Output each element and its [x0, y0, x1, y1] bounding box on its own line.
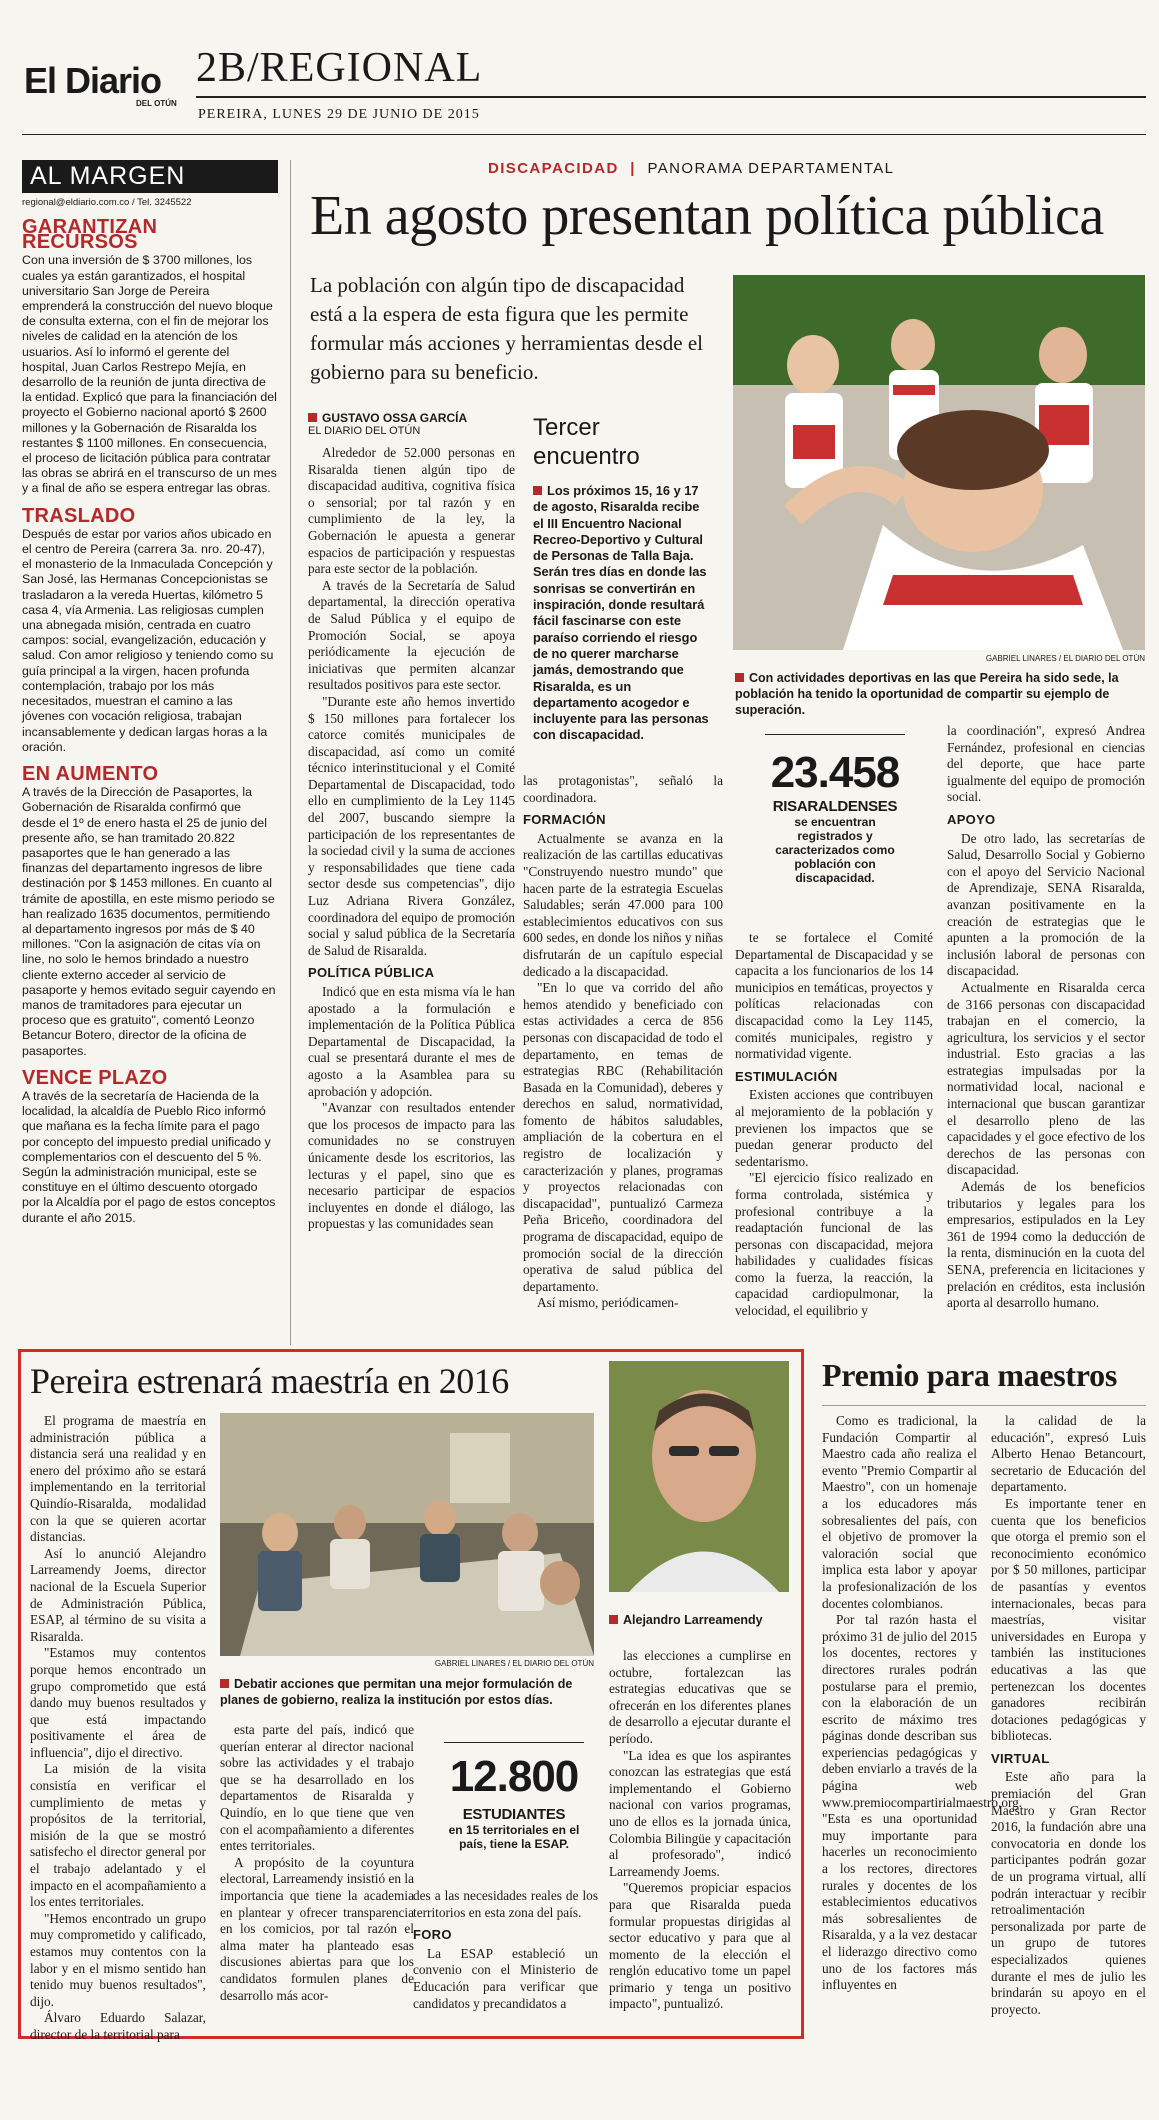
paragraph: la calidad de la educación", expresó Luis Alberto Henao Betancourt, secretario de Educación del departamento.: [991, 1413, 1146, 1495]
paragraph: "La idea es que los aspirantes conozcan las estrategias que está implementando el Gobierno nacional con varios programas, uno de ellos es la jornada única, Colombia Bilingüe y capacitación al profesorado", indicó Larreamendy Joems.: [609, 1747, 791, 1879]
maestria-column-2: [220, 1722, 414, 2004]
subhead: FORMACIÓN: [523, 812, 606, 828]
al-margen-item-body: Con una inversión de $ 3700 millones, los cuales ya están garantizados, el hospital universitario San Jorge de Pereira emprenderá la construcción del nuevo bloque de consulta externa, con el fin de mejorar los niveles de calidad en la atención de los usuarios. Así lo informó el gerente del hospital, Juan Carlos Restrepo Mejía, en desarrollo de la reunión de junta directiva de la entidad. Explicó que para la financiación del proyecto el Gobierno nacional aportó $ 2600 millones y la Gobernación de Risaralda los restantes $ 1100 millones. En consecuencia, el proceso de licitación pública para contratar las obras se abrirá en el transcurso de un mes y a final de año se espera entregar las obras.: [22, 253, 277, 496]
meeting-photo: [220, 1413, 594, 1656]
masthead-bottom-rule: [22, 134, 1146, 135]
maestria-headline: Pereira estrenará maestría en 2016: [30, 1361, 509, 1401]
main-photo: [733, 275, 1145, 650]
kicker-separator: |: [630, 160, 636, 177]
byline-org: EL DIARIO DEL OTÚN: [308, 425, 421, 437]
main-byline-block: [308, 411, 518, 437]
paragraph: des a las necesidades reales de los territorios en esta zona del país.: [413, 1888, 598, 1920]
main-photo-caption: Con actividades deportivas en las que Pereira ha sido sede, la población ha tenido la oportunidad de compartir su ejemplo de superación.: [735, 671, 1119, 717]
paragraph: Actualmente se avanza en la realización de las cartillas educativas "Construyendo nuestro mundo" que hacen parte de la estrategia Escuelas Saludables; serán 47.000 para 100 establecimientos educativos con sus 600 sedes, en donde los niños y niñas disfrutarán de un capítulo especial dedicado a la discapacidad.: [523, 830, 723, 979]
logo-subtitle: DEL OTÚN: [136, 99, 177, 108]
column-divider: [290, 160, 291, 1345]
kicker-subtitle: PANORAMA DEPARTAMENTAL: [647, 160, 895, 177]
paragraph: "Durante este año hemos invertido $ 150 millones para fortalecer los catorce comités municipales de discapacidad, así como un comité técnico interinstitucional y el Comité Departamental de Discapacidad, todo ello en cumplimiento de la Ley 1145 del 2007, buscando siempre la participación de los representantes de la sociedad civil y la suma de acciones y responsabilidades que tiene cada sector desde sus competencias", dijo Luz Adriana Rivera González, coordinadora del equipo de promoción social y salud pública de la Secretaría de Salud de Risaralda.: [308, 693, 515, 958]
al-margen-items: [22, 216, 278, 1226]
paragraph: De otro lado, las secretarías de Salud, Desarrollo Social y Gobierno con el apoyo del Servicio Nacional de Aprendizaje, SENA Risaralda, avanzan positivamente en la creación de estrategias que le apunten a la promoción de la inclusión laboral de personas con discapacidad.: [947, 830, 1145, 979]
athlete-illustration: [733, 275, 1145, 650]
paragraph: Alrededor de 52.000 personas en Risaralda tienen algún tipo de discapacidad auditiva, cognitiva física o sensorial; por tal razón y en cumplimiento de la ley, la Gobernación le apuesta a generar espacios de participación y respuestas para este sector de la población.: [308, 445, 515, 577]
byline-author: GUSTAVO OSSA GARCÍA: [322, 411, 468, 425]
al-margen-item-head: EN AUMENTO: [22, 762, 159, 785]
paragraph: Es importante tener en cuenta que los beneficios que otorga el premio son el reconocimiento económico por $ 50 millones, participar de pasantías y eventos internacionales, becas para maestrías, visitar universidades en Europa y también las instituciones educativas a las que pertenezcan los docentes ganadores recibirán dotaciones pedagógicas y bibliotecas.: [991, 1495, 1146, 1744]
stat-sub: se encuentran registrados y caracterizados como población con discapacidad.: [775, 815, 895, 885]
stat-label-2: ESTUDIANTES: [462, 1806, 566, 1823]
premio-headline: Premio para maestros: [822, 1357, 1117, 1393]
box-title: Tercer encuentro: [533, 414, 640, 470]
subhead: VIRTUAL: [991, 1750, 1050, 1766]
tercer-encuentro-box: [533, 413, 711, 744]
paragraph: Álvaro Eduardo Salazar, director de la territorial para: [30, 2010, 206, 2042]
paragraph: Este año para la premiación del Gran Maestro y Gran Rector 2016, la fundación abre una convocatoria en donde los participantes podrán gozar de un programa virtual, allí podrán interactuar y recibir retroalimentación personalizada por parte de un grupo de tutores especializados quienes durante el mes de julio les brindarán su apoyo en el proyecto.: [991, 1769, 1146, 2017]
masthead: [0, 0, 1159, 140]
stat-box-estudiantes: [430, 1722, 598, 1851]
al-margen-item-body: A través de la Dirección de Pasaportes, la Gobernación de Risaralda confirmó que desde el 1º de enero hasta el 25 de junio del presente año, se han tramitado 20.822 pasaportes que le han generado a las finanzas del departamento ingresos de libre destinación por $ 1453 millones. En cuanto al trámite de apostilla, en este mismo periodo se han realizado 1635 documentos, permitiendo al departamento ingresos por más de $ 40 millones. "Con la asignación de citas vía on line, no solo le hemos brindado a nuestro cliente externo acceder al servicio de pasaporte y hemos evitado seguir cayendo en manos de tramitadores para ejecutar un proceso que es gratuito", comentó Leonzo Betancur Botero, director de la oficina de pasaportes.: [22, 785, 276, 1058]
paragraph: Actualmente en Risaralda cerca de 3166 personas con discapacidad trabajan en el comercio, la agricultura, los servicios y el sector industrial. Esto gracias a las estrategias impulsadas por la normatividad local, nacional e internacional que buscan garantizar el desarrollo pleno de las capacidades y el goce efectivo de los derechos de las personas con discapacidad.: [947, 979, 1145, 1178]
paragraph: "El ejercicio físico realizado en forma controlada, sistémica y profesional contribuye a la readaptación funcional de las personas con discapacidad, mejora habilidades y cualidades físicas como la fuerza, la reacción, la capacidad cardiopulmonar, la velocidad, el equilibrio y: [735, 1170, 933, 1319]
al-margen-item-head: TRASLADO: [22, 504, 136, 527]
paragraph: Además de los beneficios tributarios y legales para los empresarios, estipulados en la Ley 361 de 1994 como la deducción de la renta, disminución en la cuota del SENA, preferencia en licitaciones y prelación en créditos, esta inclusión aporta al desarrollo humano.: [947, 1179, 1145, 1311]
meeting-photo-caption: Debatir acciones que permitan una mejor formulación de planes de gobierno, realiza la institución por estos días.: [220, 1677, 573, 1707]
paragraph: te se fortalece el Comité Departamental de Discapacidad y se capacita a los funcionarios de los 14 municipios en temáticas, proyectos y políticas relacionadas con discapacidad como la Ley 1145, comités municipales, registro y normatividad vigente.: [735, 930, 933, 1062]
main-photo-credit: GABRIEL LINARES / EL DIARIO DEL OTÚN: [985, 654, 1145, 663]
main-column-3: [735, 930, 933, 1320]
subhead: ESTIMULACIÓN: [735, 1068, 838, 1084]
paragraph: A través de la Secretaría de Salud departamental, la dirección operativa de Salud Pública y el equipo de Promoción Social, se apoya periódicamente la ejecución de iniciativas que permiten alcanzar resultados positivos para este sector.: [308, 577, 515, 693]
paragraph: El programa de maestría en administración pública a distancia será una realidad y en enero del próximo año se estará implementando en la territorial Quindío-Risaralda, modalidad con la que se quieren acortar distancias.: [30, 1413, 206, 1545]
stat-label: RISARALDENSES: [772, 798, 898, 815]
premio-column-2: [991, 1413, 1146, 2018]
dateline: PEREIRA, LUNES 29 DE JUNIO DE 2015: [198, 107, 480, 122]
main-kicker: [488, 160, 894, 177]
paragraph: "Hemos encontrado un grupo muy comprometido y calificado, estamos muy contentos con la labor y en el mismo sentido han tenido muy buenos resultados", dijo.: [30, 1910, 206, 2009]
paragraph: Como es tradicional, la Fundación Compartir al Maestro cada año realiza el evento "Premio Compartir al Maestro", con un homenaje a los educadores más sobresalientes del país, con el objetivo de promover la valoración social que implica esta labor y apoyar la profesionalización de los docentes colombianos.: [822, 1413, 977, 1611]
stat-box-risaraldenses: [745, 734, 925, 885]
al-margen-item-head: VENCE PLAZO: [22, 1066, 168, 1089]
maestria-column-4: [609, 1648, 791, 2013]
paragraph: "Queremos propiciar espacios para que Risaralda pueda formular propuestas dirigidas al sector educativo y para que al momento de la elección el renglón educativo tome un papel primario y tenga un positivo impacto", puntualizó.: [609, 1880, 791, 2012]
stat-number-2: 12.800: [449, 1752, 579, 1801]
paragraph: La ESAP estableció un convenio con el Ministerio de Educación para verificar que candidatos y precandidatos a: [413, 1945, 598, 2011]
paragraph: Indicó que en esta misma vía le han apostado a la formulación e implementación de la Política Pública Departamental de Discapacidad, la cual se presentará durante el mes de agosto a la Asamblea para su aprobación y adopción.: [308, 984, 515, 1099]
portrait-caption: Alejandro Larreamendy: [609, 1612, 789, 1628]
paragraph: la coordinación", expresó Andrea Fernández, profesional en ciencias del deporte, que hace parte igualmente del equipo de promoción social.: [947, 723, 1145, 805]
main-column-4: [947, 723, 1145, 1312]
main-column-1: [308, 445, 515, 1233]
meeting-photo-credit: GABRIEL LINARES / EL DIARIO DEL OTÚN: [434, 1659, 594, 1668]
stat-sub-2: en 15 territoriales en el país, tiene la ESAP.: [448, 1823, 580, 1851]
logo: El Diario: [24, 60, 162, 101]
al-margen-item-body: A través de la secretaría de Hacienda de la localidad, la alcaldía de Pueblo Rico informó que mañana es la fecha límite para el pago por concepto del impuesto predial unificado y complementarios con el descuento del 5 %. Según la administración municipal, este se constituye en el último descuento otorgado por la Alcaldía por el pago de estos conceptos durante el año 2015.: [22, 1088, 276, 1225]
portrait-illustration: [609, 1361, 789, 1592]
paragraph: esta parte del país, indicó que querían enterar al director nacional sobre las actividades y el trabajo que se ha desarrollado en los departamentos de Risaralda y Quindío, en lo que tiene que ven con el acompañamiento a diferentes entes territoriales.: [220, 1722, 414, 1854]
paragraph: A propósito de la coyuntura electoral, Larreamendy insistió en la importancia que tiene la academia en plantear y ofrecer transparencia en los comicios, por tal razón el alma mater ha planteado esas discusiones abiertas para que los candidatos formulen planes de desarrollo más acor-: [220, 1854, 414, 2003]
paragraph: "Avanzar con resultados entender que los procesos de impacto para las comunidades no se construyen únicamente desde los escritorios, las lecturas y el papel, sino que es necesario participar de espacios incluyentes en donde el diálogo, las propuestas y las comunidades sean: [308, 1100, 515, 1232]
paragraph: las elecciones a cumplirse en octubre, fortalezcan las estrategias educativas que se ofrecerán en los diferentes planes de desarrollo a ejecutar durante el período.: [609, 1648, 791, 1746]
al-margen-item-body: Después de estar por varios años ubicado en el centro de Pereira (carrera 3a. nro. 20-47), el monasterio de la Inmaculada Concepción y San José, las Hermanas Concepcionistas se trasladaron a la vereda Huertas, kilómetro 5 casa 4, vía Armenia. Las religiosas cumplen una abnegada misión, centrada en cuatro campos: social, evangelización, educación y salud. Con amor religioso y teniendo como su guía principal a la virgen, hacen profunda contemplación, trabajo por los más necesitados, muestran el camino a las jóvenes con vocación religiosa, trabajan incansablemente y dedican largas horas a la oración.: [22, 526, 274, 754]
meeting-illustration: [220, 1413, 594, 1656]
paragraph: "En lo que va corrido del año hemos atendido y beneficiado con estas actividades a cerca de 856 personas con discapacidad de todo el departamento, en temas de estrategias RBC (Rehabilitación Basada en la Comunidad), deberes y derechos en salud, normatividad, fomento de hábitos saludables, ampliación de la cobertura en el registro de localización y caracterización y planes, programas y proyectos relacionadas con discapacidad", puntualizó Carmeza Peña Briceño, coordinadora del programa de discapacidad, equipo de promoción social de la dirección operativa de salud pública del departamento.: [523, 980, 723, 1294]
subhead: POLÍTICA PÚBLICA: [308, 965, 435, 981]
paragraph: Así lo anunció Alejandro Larreamendy Joems, director nacional de la Escuela Superior de Administración Pública, ESAP, al término de su visita a Risaralda.: [30, 1545, 206, 1644]
byline-marker: [308, 413, 317, 422]
maestria-column-3: [413, 1888, 598, 2012]
masthead-rule: [196, 96, 1146, 98]
al-margen-item-head: GARANTIZAN RECURSOS: [22, 216, 158, 254]
subhead: FORO: [413, 1927, 452, 1943]
al-margen-column: [22, 160, 278, 1226]
stat-number: 23.458: [770, 748, 900, 797]
paragraph: Así mismo, periódicamen-: [537, 1295, 679, 1311]
kicker-category: DISCAPACIDAD: [488, 160, 619, 177]
box-text: Los próximos 15, 16 y 17 de agosto, Risaralda recibe el III Encuentro Nacional Recreo-Deportivo y Cultural de Personas de Talla Baja. Serán tres días en donde las sonrisas se convertirán en inspiración, donde resultará fácil fascinarse con este paraíso corriendo el riesgo de no querer marcharse jamás, demostrando que Risaralda, es un departamento acogedor e incluyente para las personas con discapacidad.: [533, 483, 709, 743]
portrait-photo: [609, 1361, 789, 1592]
paragraph: las protagonistas", señaló la coordinadora.: [523, 773, 723, 805]
al-margen-title: AL MARGEN: [22, 160, 278, 193]
maestria-column-1: [30, 1413, 206, 2044]
al-margen-contact: regional@eldiario.com.co / Tel. 3245522: [22, 197, 192, 208]
main-headline: En agosto presentan política pública: [310, 185, 1104, 247]
paragraph: "Estamos muy contentos porque hemos encontrado un grupo comprometido que está dando muy buenos resultados y que está impactando positivamente el área de influencia", dijo el directivo.: [30, 1645, 206, 1760]
main-lead: La población con algún tipo de discapacidad está a la espera de esta figura que les permite formular más acciones y herramientas desde el gobierno para su beneficio.: [310, 273, 704, 384]
paragraph: Por tal razón hasta el próximo 31 de julio del 2015 los docentes, rectores y directores rurales podrán postularse para el premio, con la elaboración de un escrito de máximo tres páginas donde describan sus experiencias pedagógicas y deben enviarlo a través de la página web www.premiocompartirialmaestro.org. "Esta es una oportunidad muy importante para hacerles un reconocimiento a los rectores, directores rurales y docentes de los establecimientos educativos más sobresalientes de Risaralda, y a la vez destacar el liderazgo directivo como uno de los factores más influyentes en: [822, 1612, 1023, 1993]
subhead: APOYO: [947, 811, 996, 827]
paragraph: La misión de la visita consistía en verificar el cumplimiento de metas y propósitos de la territorial, misión de la que se mostró satisfecho el director general por el trabajo adelantado y el impacto en el acompañamiento a los entes territoriales.: [30, 1761, 206, 1910]
section-title: 2B/REGIONAL: [196, 45, 483, 91]
paragraph: Existen acciones que contribuyen al mejoramiento de la población y previenen los impactos que se puedan generar producto del sedentarismo.: [735, 1087, 933, 1169]
main-column-2: [523, 773, 723, 1312]
